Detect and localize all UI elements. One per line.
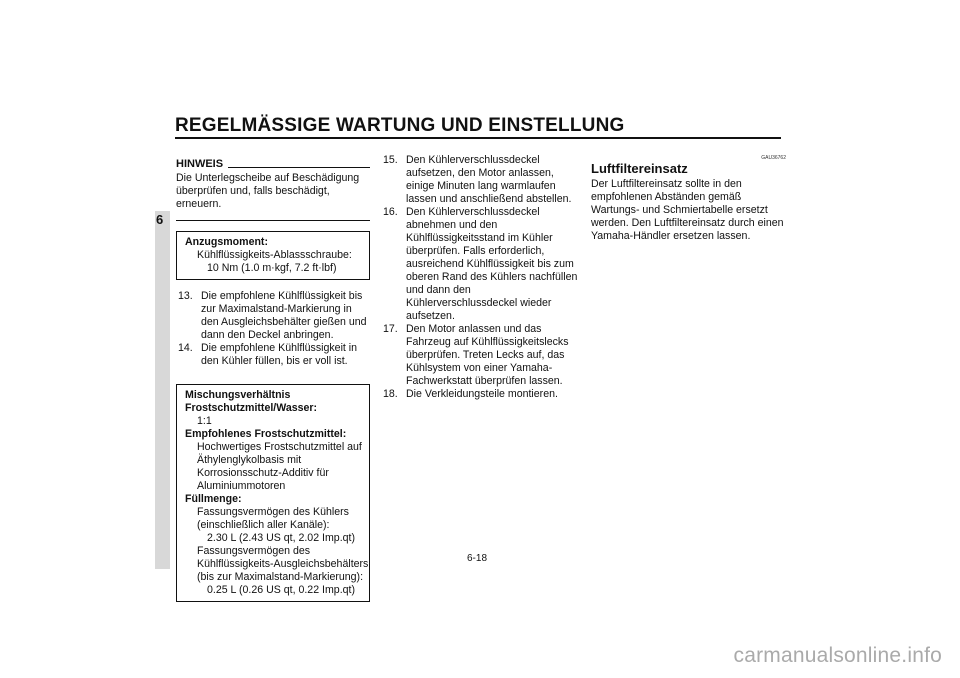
step-text: Die empfohlene Kühlflüssigkeit in den Kühler füllen, bis er voll ist.	[201, 342, 358, 367]
step-text: Den Kühlerverschlussdeckel aufsetzen, den Motor anlassen, einige Minuten lang warmlaufen lassen und anschließend abstellen.	[406, 154, 572, 205]
reservoir-capacity-label: Fassungsvermögen des Kühlflüssigkeits-Ausgleichsbehälters (bis zur Maximalstand-Markierung):	[197, 545, 369, 583]
step-number: 13.	[178, 290, 193, 302]
torque-label: Anzugsmoment:	[185, 236, 268, 248]
list-item	[383, 154, 579, 206]
watermark: carmanualsonline.info	[733, 644, 942, 667]
step-text: Die empfohlene Kühlflüssigkeit bis zur Maximalstand-Markierung in den Ausgleichsbehälter gießen und dann den Deckel anbringen.	[201, 290, 367, 341]
antifreeze-label: Empfohlenes Frostschutzmittel:	[185, 428, 347, 440]
list-item	[178, 290, 370, 342]
step-number: 16.	[383, 206, 398, 218]
hinweis-rule	[228, 167, 370, 168]
list-item	[383, 388, 579, 401]
step-number: 17.	[383, 323, 398, 335]
column-left	[176, 157, 370, 602]
step-number: 14.	[178, 342, 193, 354]
step-text: Den Motor anlassen und das Fahrzeug auf Kühlflüssigkeitslecks überprüfen. Treten Lecks auf, das Kühlsystem von einer Yamaha-Fachwerkstatt überprüfen lassen.	[406, 323, 569, 387]
antifreeze-value: Hochwertiges Frostschutzmittel auf Äthylenglykolbasis mit Korrosionsschutz-Additiv für Aluminiummotoren	[197, 441, 362, 492]
hinweis-bottom-rule	[176, 220, 370, 221]
radiator-capacity-value: 2.30 L (2.43 US qt, 2.02 Imp.qt)	[207, 532, 356, 544]
step-number: 15.	[383, 154, 398, 166]
page-title: REGELMÄSSIGE WARTUNG UND EINSTELLUNG	[175, 115, 625, 136]
hinweis-text: Die Unterlegscheibe auf Beschädigung überprüfen und, falls beschädigt, erneuern.	[176, 172, 360, 210]
column-right	[591, 155, 786, 243]
section-code: GAU36762	[761, 155, 786, 161]
mix-value: 1:1	[197, 415, 212, 427]
hinweis-label: HINWEIS	[176, 157, 224, 170]
hinweis-header	[176, 157, 370, 171]
radiator-capacity-label: Fassungsvermögen des Kühlers (einschließlich aller Kanäle):	[197, 506, 349, 531]
torque-spec-box	[176, 231, 370, 280]
capacity-label: Füllmenge:	[185, 493, 242, 505]
title-rule	[175, 137, 781, 139]
section-text: Der Luftfiltereinsatz sollte in den empfohlenen Abständen gemäß Wartungs- und Schmiertabelle ersetzt werden. Den Luftfiltereinsatz durch einen Yamaha-Händler ersetzen lassen.	[591, 178, 784, 242]
list-item	[383, 206, 579, 323]
mix-label: Mischungsverhältnis Frostschutzmittel/Wasser:	[185, 389, 318, 414]
page-number: 6-18	[467, 553, 488, 564]
steps-list-b	[383, 154, 579, 401]
section-heading: Luftfiltereinsatz	[591, 161, 688, 176]
torque-value: 10 Nm (1.0 m·kgf, 7.2 ft·lbf)	[207, 262, 337, 274]
chapter-number: 6	[156, 212, 164, 227]
torque-item: Kühlflüssigkeits-Ablassschraube:	[197, 249, 352, 261]
reservoir-capacity-value: 0.25 L (0.26 US qt, 0.22 Imp.qt)	[207, 584, 356, 596]
coolant-spec-box	[176, 384, 370, 602]
step-text: Den Kühlerverschlussdeckel abnehmen und den Kühlflüssigkeitsstand im Kühler überprüfen. Falls erforderlich, ausreichend Kühlflüssigkeit bis zum oberen Rand des Kühlers nachfüllen und dann den Kühlerverschlussdeckel wieder aufsetzen.	[406, 206, 578, 322]
step-text: Die Verkleidungsteile montieren.	[406, 388, 558, 400]
list-item	[178, 342, 370, 368]
chapter-tab	[155, 211, 170, 569]
steps-list-a	[176, 290, 370, 368]
step-number: 18.	[383, 388, 398, 400]
list-item	[383, 323, 579, 388]
column-middle	[383, 154, 579, 401]
